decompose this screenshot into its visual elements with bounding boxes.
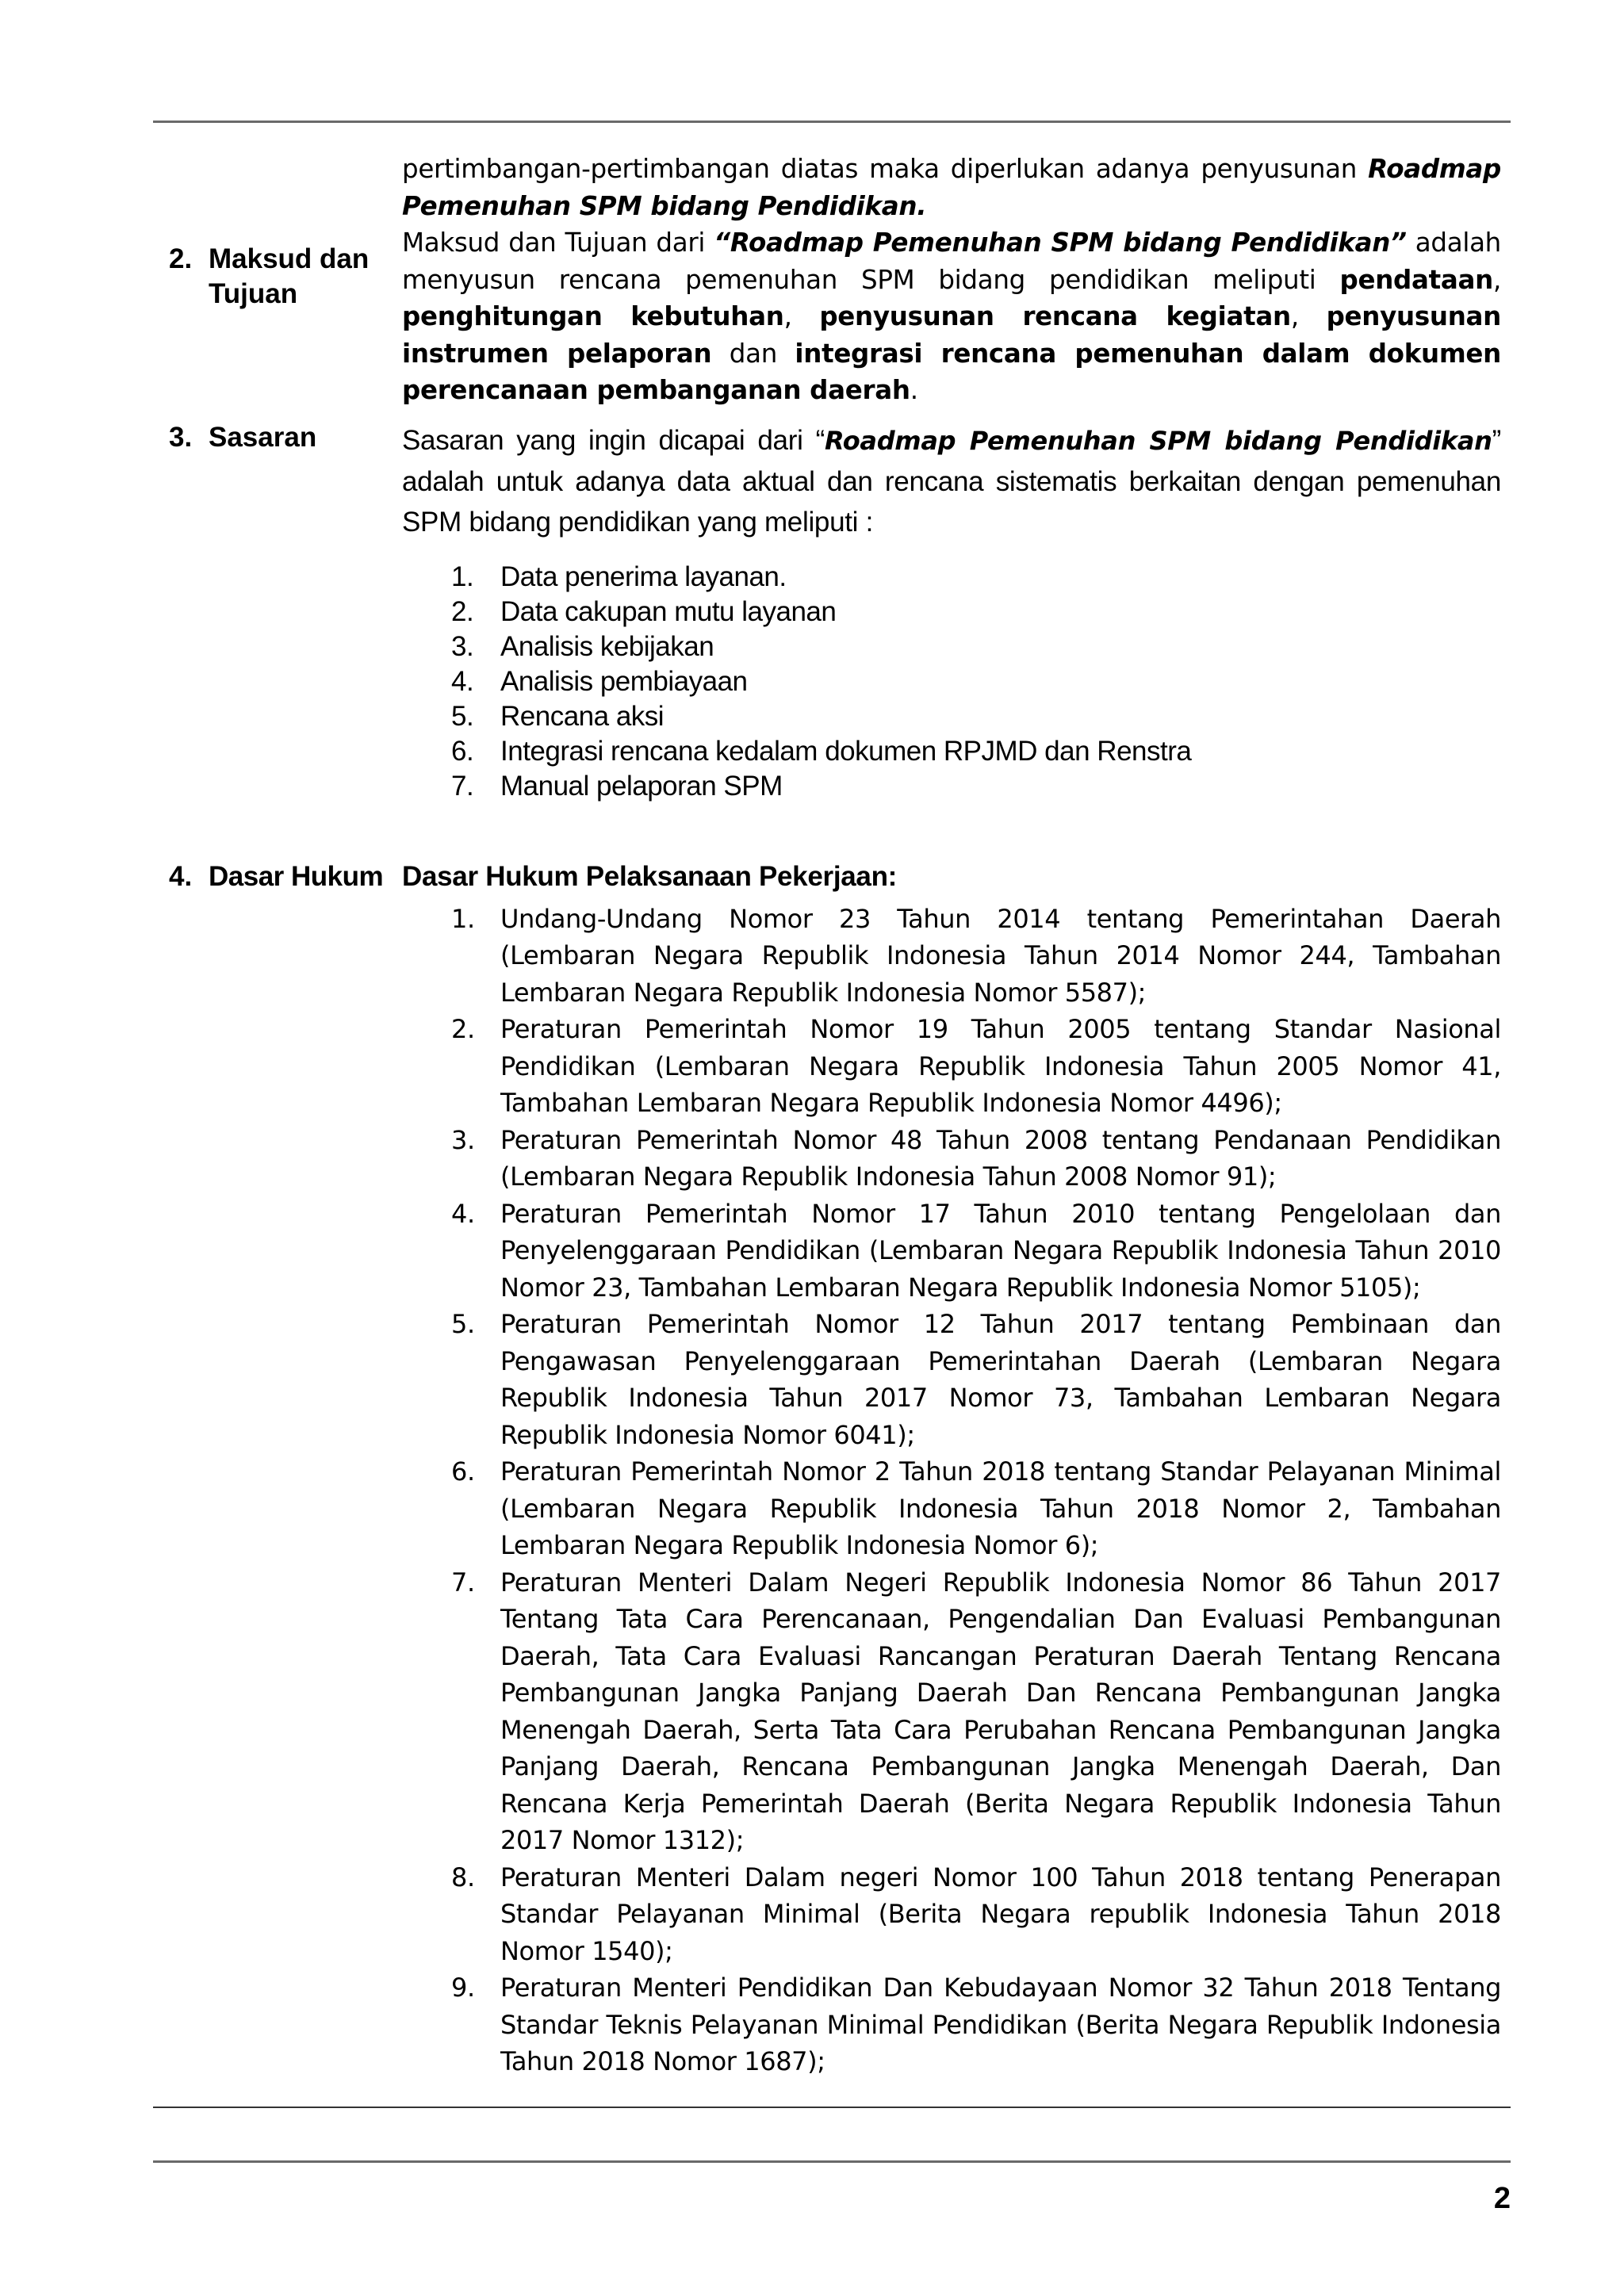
section-maksud [153,224,1511,409]
intro-emphasis: Roadmap Pemenuhan SPM bidang Pendidikan. [402,154,1501,221]
intro-label [153,151,402,224]
list-item [451,1453,1501,1564]
dasar-heading: Dasar Hukum Pelaksanaan Pekerjaan: [402,860,898,892]
list-text: Undang-Undang Nomor 23 Tahun 2014 tentang Pemerintahan Daerah (Lembaran Negara Republik Indonesia Tahun 2014 Nomor 244, Tambahan Lembaran Negara Republik Indonesia Nomor 5587); [500,903,1501,1008]
list-text: Peraturan Pemerintah Nomor 48 Tahun 2008 tentang Pendanaan Pendidikan (Lembaran Negara Republik Indonesia Tahun 2008 Nomor 91); [500,1124,1501,1192]
list-item [451,664,1501,699]
list-number: 7. [451,1567,475,1598]
sasaran-text-1: Sasaran yang ingin dicapai dari “ [402,424,825,456]
list-number: 3. [451,1124,475,1155]
maksud-sep-1: , [1492,264,1501,295]
section-dasar-hukum [153,859,1511,2080]
intro-paragraph [402,151,1501,224]
intro-content [402,151,1501,224]
list-item [451,1564,1501,1859]
sasaran-emphasis: Roadmap Pemenuhan SPM bidang Pendidikan [824,425,1492,456]
section-dasar-label [153,859,402,2080]
list-text: Peraturan Pemerintah Nomor 12 Tahun 2017 tentang Pembinaan dan Pengawasan Penyelenggaraan Pemerintahan Daerah (Lembaran Negara Republik Indonesia Tahun 2017 Nomor 73, Tambahan Lembaran Negara Republik Indonesia Nomor 6041); [500,1309,1501,1450]
list-item [451,560,1501,595]
list-text: Peraturan Menteri Pendidikan Dan Kebudayaan Nomor 32 Tahun 2018 Tentang Standar Teknis Pelayanan Minimal Pendidikan (Berita Negara Republik Indonesia Tahun 2018 Nomor 1687); [500,1973,1501,2076]
maksud-sep-3: , [1290,301,1327,331]
list-number: 6. [451,735,474,767]
maksud-paragraph [402,224,1501,409]
list-number: 1. [451,561,474,592]
intro-row [153,151,1511,224]
page-number: 2 [1493,2182,1511,2215]
list-text: Manual pelaporan SPM [500,770,783,802]
maksud-end: . [910,375,918,405]
list-item [451,901,1501,1012]
section-sasaran-title: Sasaran [209,421,317,453]
section-maksud-title: Maksud dan Tujuan [209,243,370,309]
list-text: Analisis kebijakan [500,630,714,662]
sasaran-list [402,560,1501,804]
maksud-bold-4: penyusunan instrumen pelaporan [402,301,1502,369]
list-item [451,1969,1501,2080]
list-text: Peraturan Pemerintah Nomor 17 Tahun 2010 tentang Pengelolaan dan Penyelenggaraan Pendidikan (Lembaran Negara Republik Indonesia Tahun 2010 Nomor 23, Tambahan Lembaran Negara Republik Indonesia Nomor 5105); [500,1198,1501,1303]
list-number: 5. [451,700,474,732]
section-sasaran [153,420,1511,804]
list-number: 8. [451,1862,475,1892]
list-text: Peraturan Menteri Dalam negeri Nomor 100 Tahun 2018 tentang Penerapan Standar Pelayanan Minimal (Berita Negara republik Indonesia Tahun 2018 Nomor 1540); [500,1862,1501,1966]
section-dasar-number: 4. [169,860,193,892]
list-text: Peraturan Pemerintah Nomor 2 Tahun 2018 tentang Standar Pelayanan Minimal (Lembaran Negara Republik Indonesia Tahun 2018 Nomor 2, Tambahan Lembaran Negara Republik Indonesia Nomor 6); [500,1456,1501,1560]
list-item [451,769,1501,804]
list-item [451,734,1501,769]
intro-lead: pertimbangan-pertimbangan diatas maka diperlukan adanya penyusunan [402,154,1369,184]
list-number: 1. [451,903,475,934]
list-number: 4. [451,1198,475,1229]
list-number: 9. [451,1973,475,2003]
list-item [451,699,1501,734]
sasaran-paragraph [402,420,1501,542]
section-sasaran-content [402,420,1501,804]
maksud-text-1: Maksud dan Tujuan dari [402,228,714,258]
section-maksud-label [153,224,402,409]
list-text: Rencana aksi [500,700,665,732]
footer-rule [153,2160,1511,2163]
list-text: Data penerima layanan. [500,561,787,592]
list-number: 4. [451,665,474,697]
list-text: Peraturan Pemerintah Nomor 19 Tahun 2005 tentang Standar Nasional Pendidikan (Lembaran Negara Republik Indonesia Tahun 2005 Nomor 41, Tambahan Lembaran Negara Republik Indonesia Nomor 4496); [500,1014,1501,1118]
maksud-sep-2: , [783,301,820,331]
list-item [451,629,1501,664]
dasar-list [402,901,1501,2080]
list-item [451,1859,1501,1970]
section-dasar-title: Dasar Hukum [209,860,384,892]
table-bottom-rule [153,2107,1511,2108]
maksud-bold-3: penyusunan rencana kegiatan [819,301,1291,331]
list-number: 6. [451,1456,475,1487]
list-number: 2. [451,595,474,627]
list-number: 3. [451,630,474,662]
list-text: Peraturan Menteri Dalam Negeri Republik Indonesia Nomor 86 Tahun 2017 Tentang Tata Cara Perencanaan, Pengendalian Dan Evaluasi Pembangunan Daerah, Tata Cara Evaluasi Rancangan Peraturan Daerah Tentang Rencana Pembangunan Jangka Panjang Daerah Dan Rencana Pembangunan Jangka Menengah Daerah, Serta Tata Cara Perubahan Rencana Pembangunan Jangka Panjang Daerah, Rencana Pembangunan Jangka Menengah Daerah, Dan Rencana Kerja Pemerintah Daerah (Berita Negara Republik Indonesia Tahun 2017 Nomor 1312); [500,1567,1501,1855]
maksud-bold-1: pendataan [1339,264,1493,295]
sasaran-text-2: ” adalah untuk adanya data aktual dan rencana sistematis berkaitan dengan pemenuhan SPM bidang pendidikan yang meliputi : [402,424,1501,538]
section-sasaran-number: 3. [169,421,193,453]
list-item [451,1306,1501,1453]
document-body [153,151,1511,2080]
list-text: Data cakupan mutu layanan [500,595,837,627]
list-number: 2. [451,1014,475,1044]
maksud-emphasis: “Roadmap Pemenuhan SPM bidang Pendidikan” [714,228,1407,258]
list-item [451,1011,1501,1122]
list-number: 7. [451,770,474,802]
list-number: 5. [451,1309,475,1339]
maksud-bold-2: penghitungan kebutuhan [402,301,784,331]
section-maksud-content [402,224,1501,409]
list-item [451,1196,1501,1307]
section-maksud-number: 2. [169,243,193,274]
header-rule [153,121,1511,123]
list-item [451,595,1501,629]
maksud-sep-4: dan [711,338,795,369]
maksud-bold-5: integrasi rencana pemenuhan dalam dokumen perencanaan pembanganan daerah [402,338,1501,405]
list-text: Integrasi rencana kedalam dokumen RPJMD dan Renstra [500,735,1192,767]
section-dasar-content [402,859,1501,2080]
section-sasaran-label [153,420,402,804]
maksud-text-2: adalah menyusun rencana pemenuhan SPM bidang pendidikan meliputi [402,228,1501,295]
list-text: Analisis pembiayaan [500,665,748,697]
list-item [451,1122,1501,1196]
